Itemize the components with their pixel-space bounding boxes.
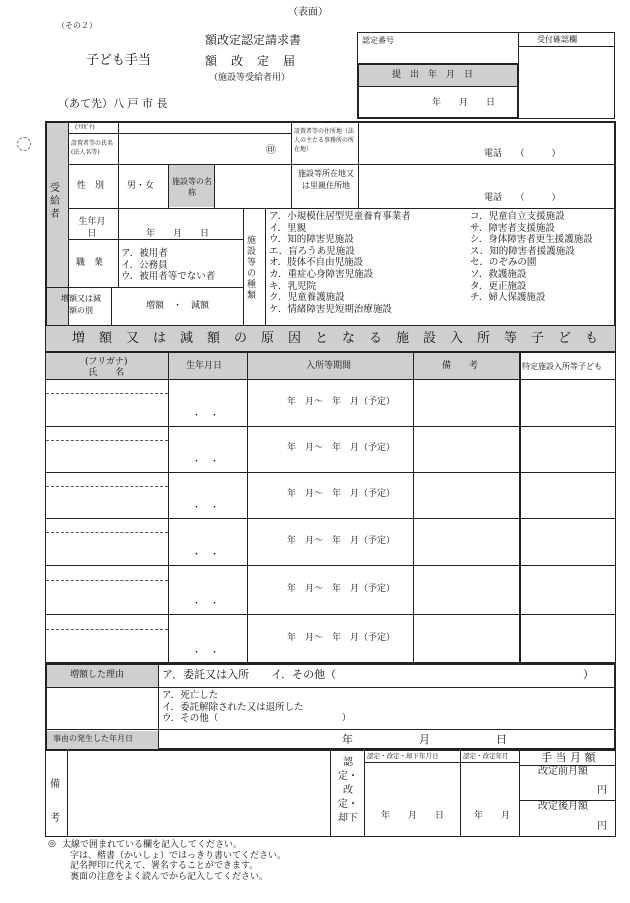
col-period-header: 入所等期間 [306, 361, 352, 371]
decrease-reason-options[interactable] [162, 690, 351, 725]
remarks-field[interactable] [69, 752, 328, 835]
facility-type-option[interactable]: コ．児童自立支援施設 [470, 211, 565, 222]
child-notes-field[interactable] [415, 473, 518, 517]
child-birth-field[interactable]: ・ ・ [192, 457, 220, 467]
facility-type-option[interactable]: サ．障害者支援施設 [470, 222, 555, 234]
child-special-field[interactable] [521, 380, 615, 425]
facility-type-option[interactable]: ス．知的障害者援護施設 [470, 245, 575, 257]
facility-type-option[interactable]: ウ．知的障害児施設 [269, 234, 354, 246]
footer-note: 字は、楷書（かいしょ）ではっきり書いてください。 [70, 850, 287, 861]
facility-type-option[interactable]: タ．更正施設 [470, 280, 527, 292]
receipt-label: 受付確認欄 [537, 35, 577, 44]
addressee: （あて先）八 戸 市 長 [58, 97, 168, 110]
job-option[interactable]: ウ．被用者等でない者 [121, 271, 216, 283]
left-title: 子ども手当 [86, 53, 152, 68]
child-furigana-field[interactable] [47, 615, 167, 629]
child-notes-field[interactable] [415, 615, 518, 662]
owner-address-field[interactable] [360, 122, 614, 148]
increase-reason-close: ） [583, 668, 594, 681]
owner-address-label: 設置者等の住所地（法人の主たる事務所の所在地） [294, 128, 355, 153]
child-birth-field[interactable]: ・ ・ [192, 599, 220, 609]
child-special-field[interactable] [521, 427, 615, 471]
footer-note: 記名押印に代えて、署名することができます。 [70, 861, 259, 871]
child-furigana-field[interactable] [47, 427, 167, 440]
child-notes-field[interactable] [415, 519, 518, 564]
facility-name-label: 施設等の名称 [172, 177, 212, 197]
facility-type-option[interactable]: オ．肢体不自由児施設 [269, 257, 364, 269]
monthly-amount-label: 手 当 月 額 [541, 751, 596, 764]
child-name-field[interactable] [47, 487, 167, 517]
after-amount-yen: 円 [597, 821, 607, 832]
form-version: （その２） [57, 21, 97, 30]
revision-month-field: 年 月 [474, 811, 511, 821]
form-title-line2: 額 改 定 届 [205, 54, 297, 68]
change-type-label: 増額又は減額の別 [61, 294, 101, 315]
col-name-header: (フリガナ) 氏 名 [85, 357, 128, 378]
facility-type-option[interactable]: シ．身体障害者更生援護施設 [470, 234, 593, 246]
facility-type-option[interactable]: ケ．情緒障害児短期治療施設 [269, 303, 392, 315]
submit-date-field[interactable]: 年 月 日 [432, 98, 496, 108]
seal-mark: ㊞ [266, 145, 276, 156]
gender-label: 性 別 [77, 181, 105, 191]
facility-type-option[interactable]: カ．重症心身障害児施設 [269, 268, 374, 280]
facility-type-option[interactable]: ア．小規模住居型児童養育事業者 [269, 211, 411, 222]
gender-select[interactable]: 男・女 [127, 181, 155, 191]
before-amount-label: 改定前月額 [538, 766, 588, 777]
child-period-field[interactable]: 年 月～ 年 月（予定） [287, 489, 396, 499]
cert-number-label: 認定番号 [362, 36, 394, 45]
facility-type-option[interactable]: ソ．救護施設 [470, 268, 527, 280]
change-type-select[interactable]: 増額 ・ 減額 [146, 301, 210, 311]
owner-birth-field[interactable]: 年 月 日 [146, 229, 210, 239]
increase-reason-label: 増額した理由 [70, 670, 125, 680]
decision-label: 認定・改定・却下 [338, 757, 358, 824]
child-special-field[interactable] [521, 519, 615, 564]
job-label: 職 業 [76, 258, 104, 268]
child-name-field[interactable] [47, 533, 167, 564]
facility-type-option[interactable]: セ．のぞみの園 [470, 257, 537, 269]
facility-type-option[interactable]: キ．乳児院 [269, 280, 317, 292]
facility-phone-field[interactable]: 電話 （ ） [484, 193, 561, 203]
job-option[interactable]: ア．被用者 [121, 248, 168, 259]
punch-hole-mark [17, 137, 31, 151]
footer-mark: ◎ [48, 839, 56, 849]
footer-note: 太線で囲まれている欄を記入してください。 [62, 840, 243, 850]
child-name-field[interactable] [47, 630, 167, 662]
decrease-reason-option[interactable]: イ．委託解除された又は退所した [162, 701, 304, 713]
submit-date-label: 提 出 年 月 日 [392, 70, 474, 80]
child-name-field[interactable] [47, 394, 167, 425]
child-period-field[interactable]: 年 月～ 年 月（予定） [287, 397, 396, 407]
child-period-field[interactable]: 年 月～ 年 月（予定） [287, 633, 396, 643]
owner-name-label: 設置者等の氏名(法人名等) [71, 140, 114, 156]
owner-name-field[interactable] [120, 135, 270, 163]
child-furigana-field[interactable] [47, 380, 167, 393]
facility-types-right[interactable] [470, 211, 593, 304]
child-special-field[interactable] [521, 566, 615, 613]
increase-reason-options[interactable]: ア．委託又は入所 イ．その他（ [162, 668, 337, 681]
facility-types-left[interactable] [269, 211, 411, 315]
col-birth-header: 生年月日 [186, 361, 223, 371]
facility-type-option[interactable]: イ．里親 [269, 222, 307, 234]
child-name-field[interactable] [47, 581, 167, 613]
child-name-field[interactable] [47, 441, 167, 471]
col-special-header: 特定施設入所等子ども [522, 362, 602, 371]
decision-date-header: 認定・改定・却下年月日 [367, 752, 439, 760]
facility-name-field[interactable] [216, 166, 290, 206]
child-birth-field[interactable]: ・ ・ [192, 648, 220, 658]
child-furigana-field[interactable] [47, 519, 167, 532]
facility-address-label: 施設等所在地又は里親住所地 [298, 169, 354, 190]
recipient-section-label: 受給者 [50, 183, 60, 220]
facility-type-option[interactable]: ク．児童養護施設 [269, 292, 345, 304]
footer-notes [62, 840, 286, 882]
col-notes-header: 備 考 [442, 361, 479, 371]
child-period-field[interactable]: 年 月～ 年 月（予定） [287, 584, 396, 594]
child-special-field[interactable] [521, 473, 615, 517]
decrease-reason-option[interactable]: ウ．その他（ ） [162, 713, 352, 725]
facility-type-option[interactable]: エ．盲ろうあ児施設 [269, 245, 355, 257]
owner-phone-field[interactable]: 電話 （ ） [484, 149, 561, 159]
decision-date-field: 年 月 日 [381, 811, 445, 821]
child-period-field[interactable]: 年 月～ 年 月（予定） [287, 443, 396, 453]
child-birth-field[interactable]: ・ ・ [192, 503, 220, 513]
child-birth-field[interactable]: ・ ・ [192, 411, 220, 421]
facility-type-option[interactable]: チ．婦人保護施設 [470, 292, 546, 304]
child-special-field[interactable] [521, 615, 615, 662]
child-birth-field[interactable]: ・ ・ [192, 550, 220, 560]
footer-note: 裏面の注意をよく読んでから記入してください。 [70, 871, 269, 882]
birth-label: 生年月日 [78, 217, 106, 239]
child-notes-field[interactable] [415, 566, 518, 613]
child-furigana-field[interactable] [47, 566, 167, 580]
facility-type-label: 施設等の種類 [247, 236, 257, 301]
child-notes-field[interactable] [415, 427, 518, 471]
job-options[interactable] [121, 248, 215, 283]
before-amount-yen: 円 [597, 785, 607, 796]
form-title-line1: 額改定認定請求書 [205, 33, 302, 47]
child-furigana-field[interactable] [47, 473, 167, 486]
occurrence-date-field[interactable]: 年 月 日 [342, 733, 507, 746]
remarks-label: 備 考 [50, 779, 70, 824]
facility-address-field[interactable] [360, 166, 614, 192]
job-option[interactable]: イ．公務員 [121, 259, 168, 271]
after-amount-label: 改定後月額 [538, 801, 588, 812]
child-period-field[interactable]: 年 月～ 年 月（予定） [287, 536, 396, 546]
side-label: （表面） [288, 7, 328, 18]
revision-month-header: 認定・改定年月 [463, 752, 509, 760]
furigana-label: (ﾌﾘｶﾞﾅ) [75, 124, 95, 131]
occurrence-date-label: 事由の発生した年月日 [53, 734, 133, 743]
form-subtitle: （施設等受給者用） [209, 73, 291, 83]
owner-furigana-field[interactable] [120, 122, 290, 133]
child-notes-field[interactable] [415, 380, 518, 425]
children-section-title: 増 額 又 は 減 額 の 原 因 と な る 施 設 入 所 等 子 ど も [72, 331, 599, 346]
decrease-reason-option[interactable]: ア．死亡した [162, 690, 219, 701]
